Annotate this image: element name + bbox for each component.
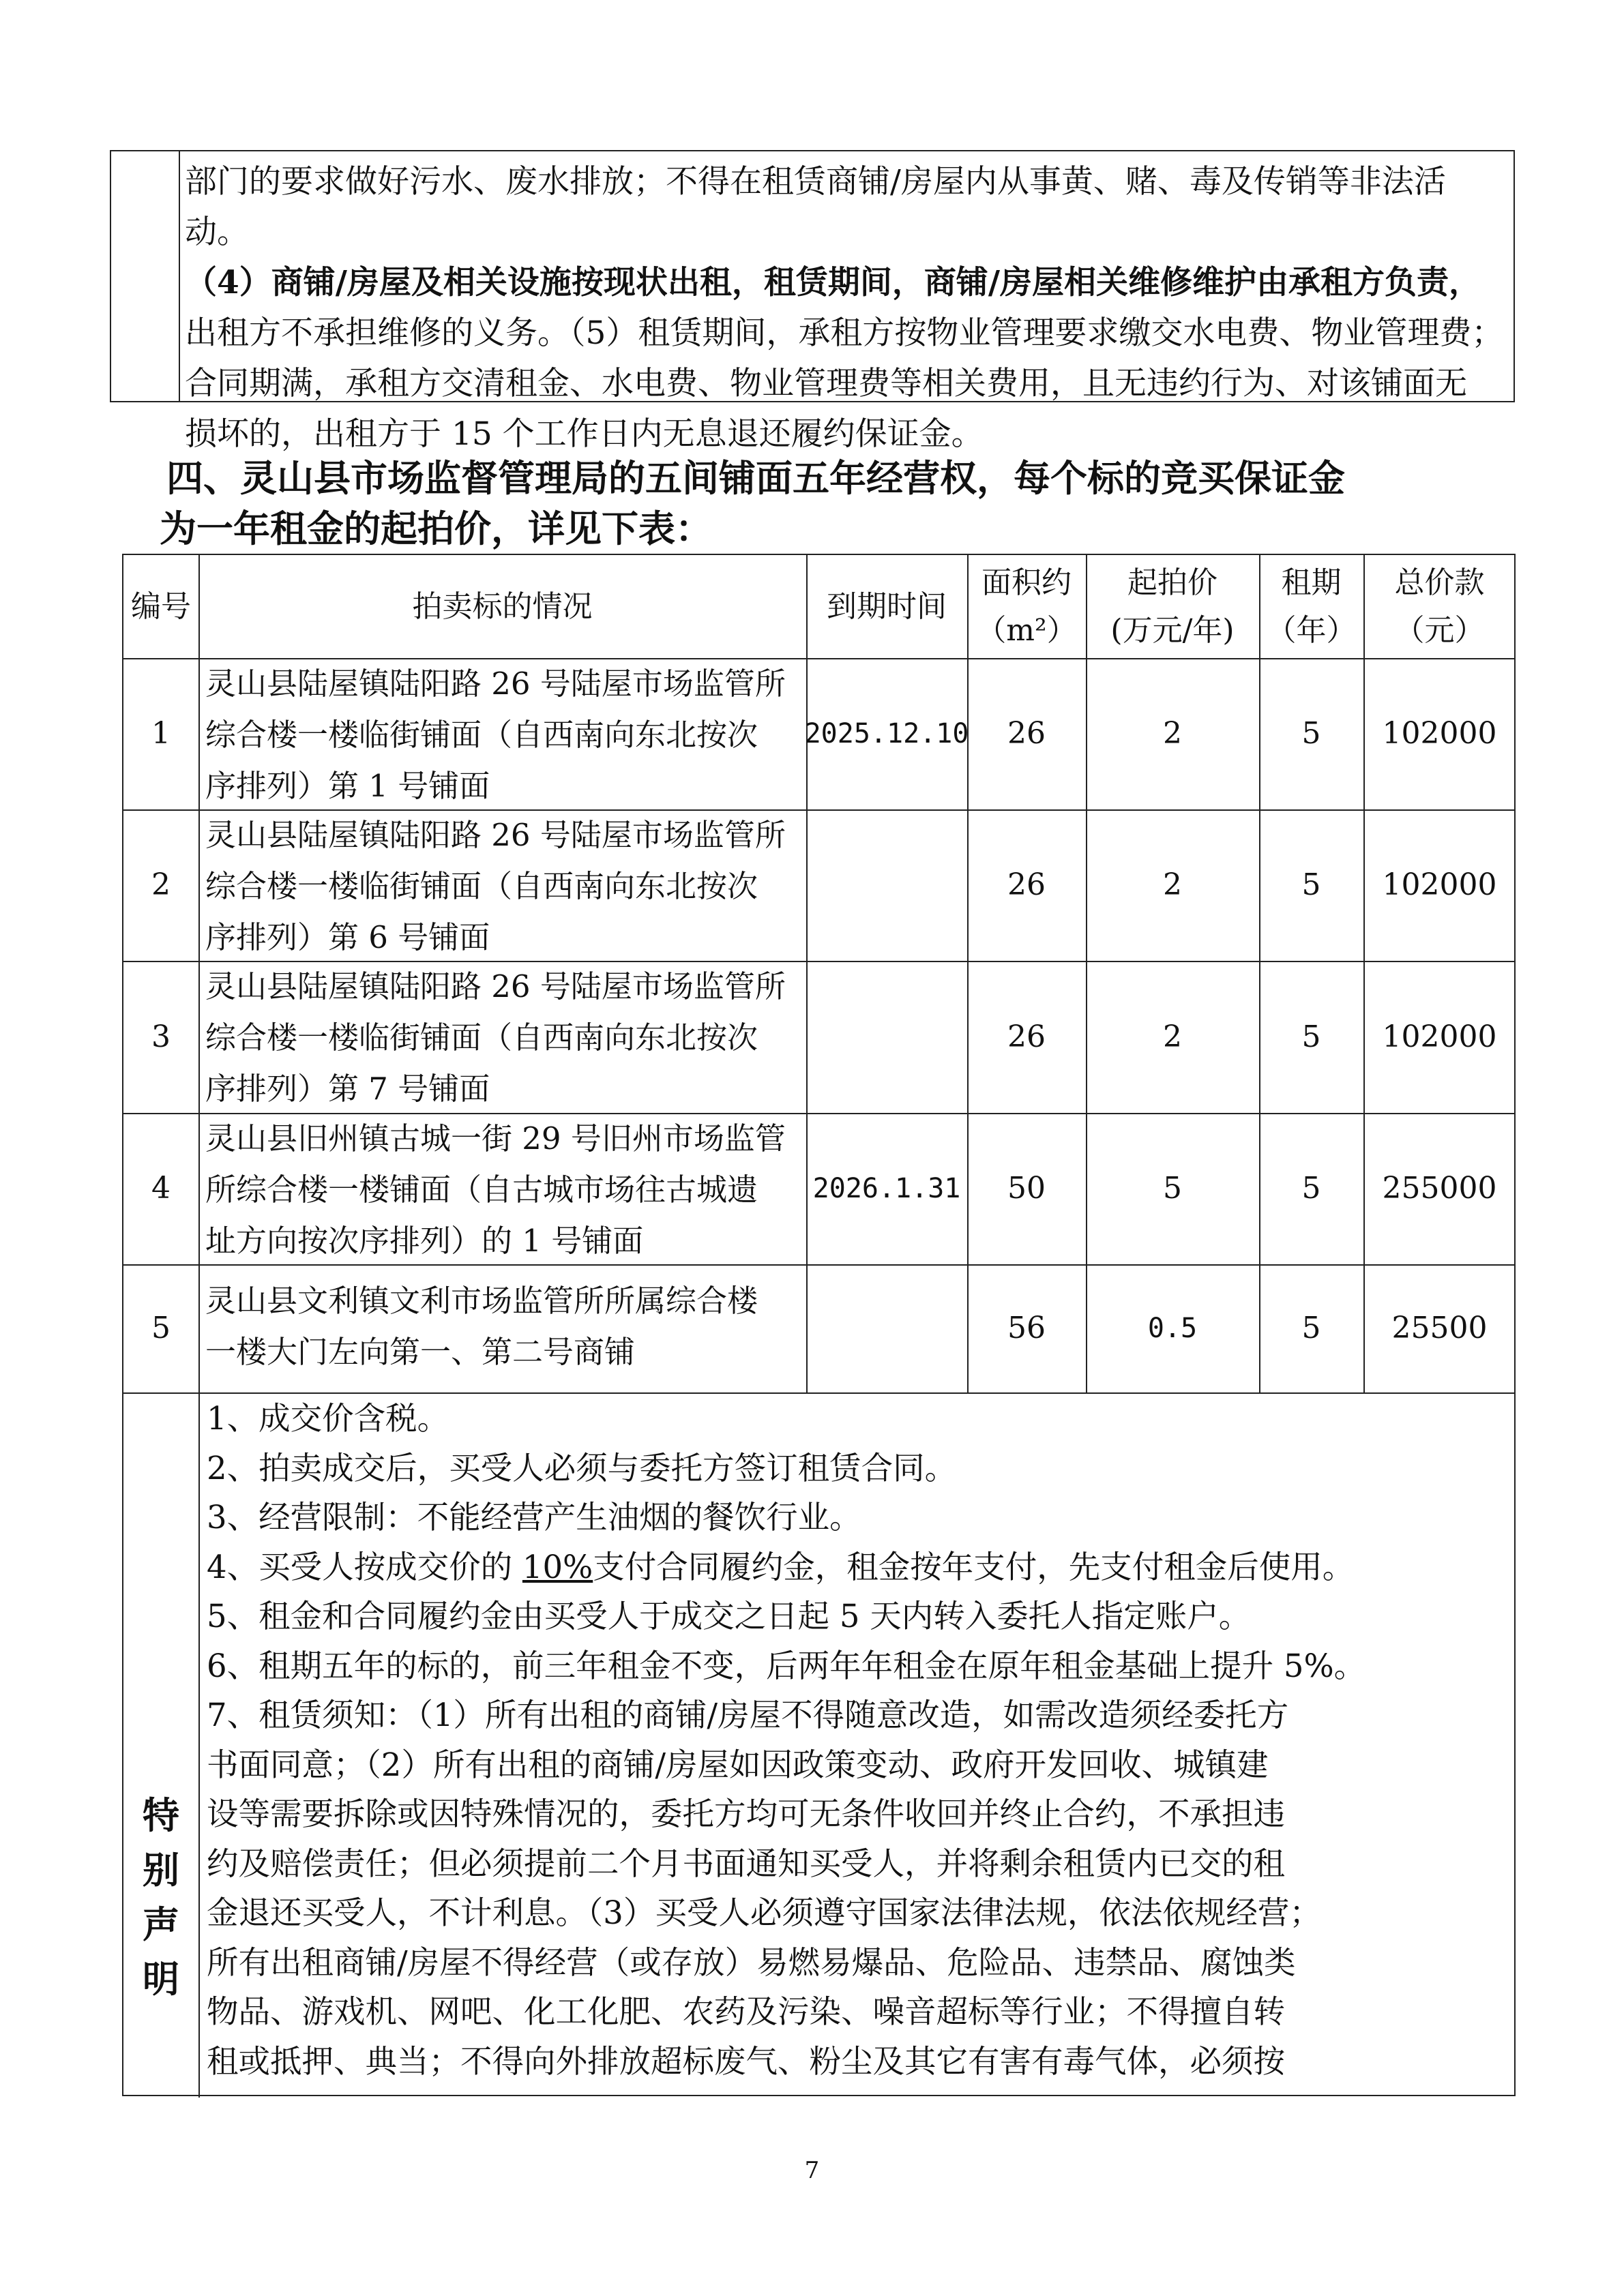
clause-line: 物品、游戏机、网吧、化工化肥、农药及污染、噪音超标等行业；不得擅自转 — [207, 1993, 1285, 2030]
clause-line: 金退还买受人，不计利息。（3）买受人必须遵守国家法律法规，依法依规经营； — [207, 1894, 1321, 1931]
desc-line: 所综合楼一楼铺面（自古城市场往古城遗 — [205, 1172, 758, 1208]
text-line: 损坏的，出租方于 15 个工作日内无息退还履约保证金。 — [185, 415, 984, 453]
text-line: 部门的要求做好污水、废水排放；不得在租赁商铺/房屋内从事黄、赌、毒及传销等非法活动。 — [185, 163, 1446, 251]
clause-line: 设等需要拆除或因特殊情况的，委托方均可无条件收回并终止合约，不承担违 — [207, 1795, 1285, 1832]
row-3-price: 2 — [1163, 1019, 1182, 1054]
desc-line: 序排列）第 7 号铺面 — [205, 1071, 490, 1107]
header-term-unit: （年） — [1266, 612, 1357, 648]
row-1-desc — [198, 658, 806, 809]
header-area-line: 面积约 — [981, 565, 1072, 600]
row-2-term: 5 — [1301, 867, 1321, 902]
row-3-desc — [198, 961, 806, 1113]
clause-4-prefix: 4、买受人按成交价的 — [207, 1548, 522, 1585]
desc-line: 灵山县文利镇文利市场监管所所属综合楼 — [205, 1283, 758, 1319]
header-price — [1086, 555, 1259, 658]
clause-line: 5、租金和合同履约金由买受人于成交之日起 5 天内转入委托人指定账户。 — [207, 1598, 1251, 1635]
row-2-no: 2 — [151, 867, 171, 902]
row-3-no: 3 — [151, 1019, 171, 1054]
label-char: 明 — [143, 1957, 179, 2001]
clause-line: 7、租赁须知：（1）所有出租的商铺/房屋不得随意改造，如需改造须经委托方 — [207, 1697, 1289, 1733]
desc-line: 灵山县旧州镇古城一街 29 号旧州市场监管 — [205, 1120, 786, 1157]
header-term — [1259, 555, 1363, 658]
deposit-rate: 10% — [522, 1548, 593, 1585]
row-5-no: 5 — [151, 1311, 171, 1345]
label-char: 特 — [143, 1793, 179, 1837]
text-line: 合同期满，承租方交清租金、水电费、物业管理费等相关费用，且无违约行为、对该铺面无 — [185, 365, 1467, 402]
clause-line: 所有出租商铺/房屋不得经营（或存放）易燃易爆品、危险品、违禁品、腐蚀类 — [207, 1943, 1296, 1981]
label-char: 别 — [143, 1848, 179, 1892]
row-2-desc — [198, 809, 806, 961]
row-1-term: 5 — [1301, 716, 1321, 751]
header-area — [967, 555, 1086, 658]
row-4-term: 5 — [1301, 1171, 1321, 1206]
text-line: （4）商铺/房屋及相关设施按现状出租，租赁期间，商铺/房屋相关维修维护由承租方负责， — [185, 264, 1481, 301]
special-statement-label — [123, 1788, 198, 2006]
header-desc: 拍卖标的情况 — [412, 588, 593, 624]
header-expiry: 到期时间 — [827, 588, 947, 624]
clause-line-4 — [207, 1542, 1514, 1592]
row-2-price: 2 — [1163, 867, 1182, 902]
previous-section-box — [110, 150, 1515, 453]
clause-4-suffix: 支付合同履约金，租金按年支付，先支付租金后使用。 — [593, 1548, 1355, 1585]
page-number: 7 — [804, 2157, 820, 2184]
header-term-line: 租期 — [1281, 565, 1342, 600]
row-4-total: 255000 — [1382, 1171, 1497, 1206]
desc-line: 一楼大门左向第一、第二号商铺 — [205, 1334, 636, 1370]
header-total — [1363, 555, 1516, 658]
clause-line: 2、拍卖成交后，买受人必须与委托方签订租赁合同。 — [207, 1449, 957, 1487]
label-char: 声 — [143, 1903, 179, 1946]
row-1-no: 1 — [151, 716, 171, 751]
row-4-desc — [198, 1113, 806, 1264]
row-3-term: 5 — [1301, 1019, 1321, 1054]
row-5-term: 5 — [1301, 1311, 1321, 1345]
row-2-area: 26 — [1007, 867, 1046, 902]
desc-line: 综合楼一楼临街铺面（自西南向东北按次 — [205, 717, 758, 753]
clause-line: 1、成交价含税。 — [207, 1400, 449, 1437]
row-3-total: 102000 — [1382, 1019, 1497, 1054]
desc-line: 址方向按次序排列）的 1 号铺面 — [205, 1223, 644, 1259]
header-total-unit: （元） — [1394, 612, 1485, 648]
row-4-price: 5 — [1163, 1171, 1182, 1206]
clause-line: 3、经营限制：不能经营产生油烟的餐饮行业。 — [207, 1499, 861, 1536]
clause-line: 6、租期五年的标的，前三年租金不变，后两年年租金在原年租金基础上提升 5%。 — [207, 1647, 1366, 1684]
column-divider — [179, 151, 180, 401]
row-4-no: 4 — [151, 1171, 171, 1206]
clause-line: 约及赔偿责任；但必须提前二个月书面通知买受人，并将剩余租赁内已交的租 — [207, 1845, 1285, 1882]
row-3-area: 26 — [1007, 1019, 1046, 1054]
row-5-total: 25500 — [1391, 1311, 1488, 1345]
special-statement — [123, 1392, 1516, 2096]
header-total-line: 总价款 — [1394, 565, 1485, 600]
special-statement-text — [200, 1394, 1514, 2086]
clause-line: 租或抵押、典当；不得向外排放超标废气、粉尘及其它有害有毒气体，必须按 — [207, 2042, 1285, 2080]
desc-line: 灵山县陆屋镇陆阳路 26 号陆屋市场监管所 — [205, 968, 786, 1004]
desc-line: 序排列）第 6 号铺面 — [205, 919, 490, 955]
header-no: 编号 — [131, 588, 191, 624]
row-5-desc — [198, 1264, 806, 1392]
row-5-area: 56 — [1007, 1311, 1046, 1345]
desc-line: 灵山县陆屋镇陆阳路 26 号陆屋市场监管所 — [205, 666, 786, 702]
previous-section-text — [185, 157, 1509, 460]
row-1-total: 102000 — [1382, 716, 1497, 751]
row-4-area: 50 — [1007, 1171, 1046, 1206]
row-5-price: 0.5 — [1147, 1313, 1198, 1344]
desc-line: 综合楼一楼临街铺面（自西南向东北按次 — [205, 1019, 758, 1056]
text-line: 出租方不承担维修的义务。（5）租赁期间，承租方按物业管理要求缴交水电费、物业管理费； — [185, 314, 1504, 352]
header-area-unit: （m²） — [976, 612, 1077, 648]
row-1-area: 26 — [1007, 716, 1046, 751]
row-4-expiry: 2026.1.31 — [812, 1173, 961, 1204]
header-price-line: 起拍价 — [1127, 565, 1217, 600]
desc-line: 综合楼一楼临街铺面（自西南向东北按次 — [205, 868, 758, 904]
auction-table — [122, 554, 1516, 2096]
heading-line-2: 为一年租金的起拍价，详见下表： — [160, 507, 712, 550]
row-2-total: 102000 — [1382, 867, 1497, 902]
row-1-price: 2 — [1163, 716, 1182, 751]
header-price-unit: (万元/年) — [1110, 612, 1235, 648]
row-1-expiry: 2025.12.10 — [804, 718, 969, 749]
section-heading — [160, 453, 1531, 554]
desc-line: 序排列）第 1 号铺面 — [205, 768, 490, 804]
desc-line: 灵山县陆屋镇陆阳路 26 号陆屋市场监管所 — [205, 817, 786, 853]
clause-line: 书面同意；（2）所有出租的商铺/房屋如因政策变动、政府开发回收、城镇建 — [207, 1746, 1269, 1783]
heading-line-1: 四、灵山县市场监督管理局的五间铺面五年经营权，每个标的竞买保证金 — [166, 456, 1345, 500]
